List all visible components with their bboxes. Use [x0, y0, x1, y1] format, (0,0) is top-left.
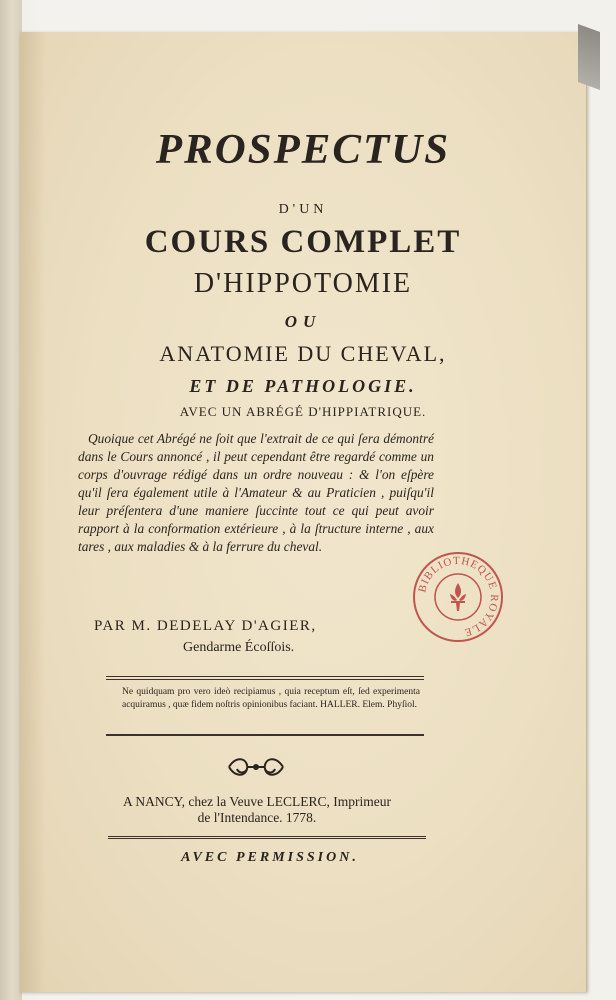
library-stamp — [411, 550, 505, 644]
title-anatomie: ANATOMIE DU CHEVAL, — [159, 341, 447, 366]
title-prospectus: PROSPECTUS — [155, 127, 451, 173]
fleuron-ornament-icon — [225, 754, 287, 780]
rule-top — [106, 676, 424, 677]
imprint-line-1: A NANCY, chez la Veuve LECLERC, Imprimeur — [123, 794, 391, 809]
gutter-stain — [20, 32, 46, 992]
title-hippotomie: D'HIPPOTOMIE — [193, 268, 413, 299]
imprint — [70, 794, 444, 826]
title-ou: OU — [284, 312, 322, 331]
rule-top-inner — [106, 679, 424, 680]
folded-corner — [578, 24, 600, 90]
title-page — [20, 32, 587, 992]
rule-permission — [108, 836, 426, 839]
imprint-line-2: de l'Intendance. 1778. — [197, 810, 317, 825]
permission-text: AVEC PERMISSION. — [181, 850, 359, 865]
description-paragraph: Quoique cet Abrégé ne ſoit que l'extrait de ce qui ſera démontré dans le Cours annoncé , il peut cependant être regardé comme un corps d'ouvrage rédigé dans un ordre nouveau : & l'on eſpère qu'il ſera également utile à l'Amateur & au Praticien , puiſqu'il leur préſentera d'une maniere ſuccinte tout ce qui peut avoir rapport à la conformation extérieure , à la ſtructure interne , aux tares , aux maladies & à la ferrure du cheval. — [78, 431, 434, 554]
rule-bottom — [106, 734, 424, 736]
author-name: PAR M. DEDELAY D'AGIER, — [94, 618, 317, 634]
title-cours-complet: COURS COMPLET — [144, 224, 462, 260]
title-pathologie: ET DE PATHOLOGIE. — [189, 376, 417, 396]
epigraph: Ne quidquam pro vero ideò recipiamus , quia receptum eſt, ſed experimenta acquiramus , quæ fidem noſtris opinionibus faciant. HALLER. Elem. Phyſiol. — [122, 687, 420, 710]
title-abrege: AVEC UN ABRÉGÉ D'HIPPIATRIQUE. — [179, 404, 427, 419]
title-dun: D'UN — [278, 202, 328, 217]
stamp-text: BIBLIOTHEQUE ROYALE — [416, 554, 501, 639]
fleur-de-lis-icon — [450, 583, 466, 611]
author-title: Gendarme Écoſſois. — [183, 640, 295, 655]
